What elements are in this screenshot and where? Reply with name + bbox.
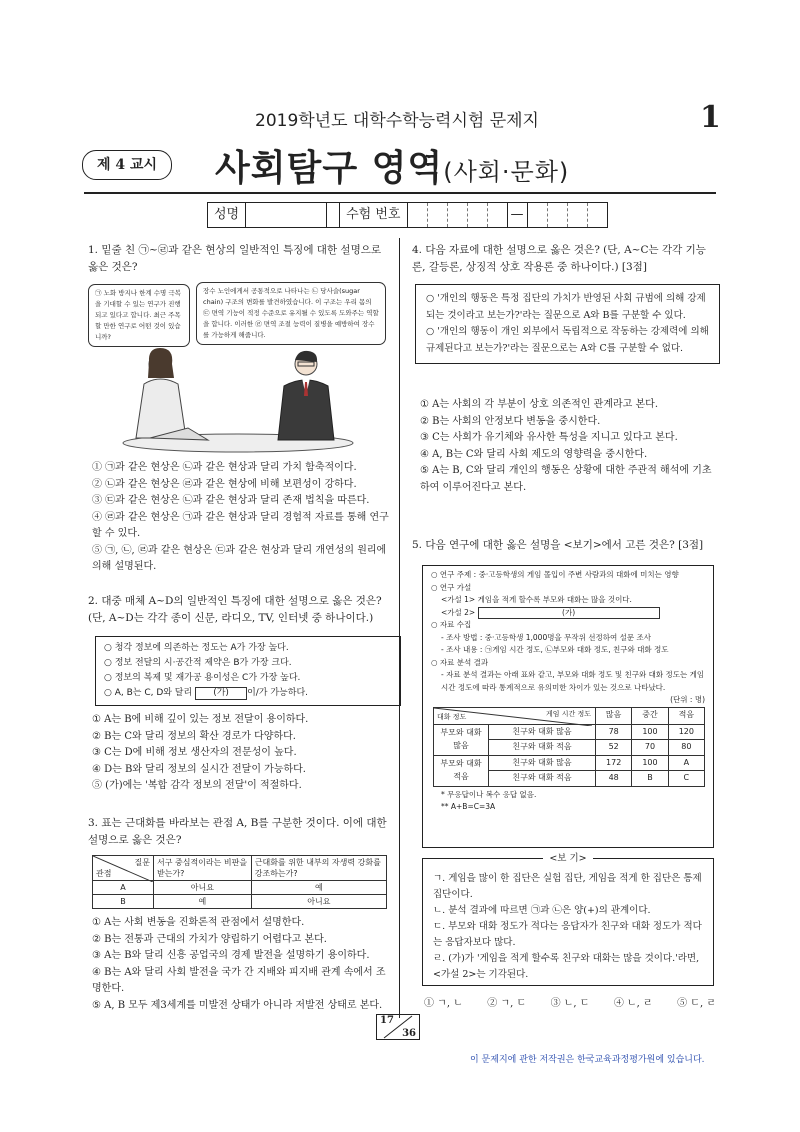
q5-corner-top: 게임 시간 정도 (545, 709, 591, 718)
q5-cell: 100 (632, 755, 668, 771)
q2-option[interactable]: ⑤ (가)에는 '복합 감각 정보의 전달'이 적절하다. (92, 780, 302, 791)
q2-box-line (104, 686, 392, 701)
q5-cell: 70 (632, 740, 668, 756)
copyright-notice: 이 문제지에 관한 저작권은 한국교육과정평가원에 있습니다. (470, 1055, 705, 1065)
q2-stem: 2. 대중 매체 A~D의 일반적인 특징에 대한 설명으로 옳은 것은? (단, A~D는 각각 종이 신문, 라디오, TV, 인터넷 중 하나이다.) (88, 595, 382, 624)
q5-cell: 78 (596, 724, 632, 740)
q4-option[interactable]: ① A는 사회의 각 부분이 상호 의존적인 관계라고 본다. (420, 399, 658, 410)
q2-blank: (가) (195, 687, 247, 700)
q5-table (433, 707, 705, 787)
q1-bubble-left: ㉠ 노화 방지나 한계 수명 극복을 기대할 수 있는 연구가 진행되고 있다고 합니다. 최근 주목할 만한 연구로 어떤 것이 있습니까? (88, 284, 190, 347)
q5-col: 많음 (596, 707, 632, 724)
q2-option[interactable]: ② B는 C와 달리 정보의 확산 경로가 다양하다. (92, 730, 296, 742)
footer-page-number (376, 1014, 420, 1040)
q3-cell: 아니요 (251, 895, 386, 909)
id-dash: — (508, 203, 528, 227)
q5-col: 중간 (632, 707, 668, 724)
q2-box-line: ○ 청각 정보에 의존하는 정도는 A가 가장 높다. (104, 643, 289, 653)
q5-cell: 48 (596, 771, 632, 787)
id-cell[interactable] (528, 203, 548, 227)
q5-cell: A (668, 755, 704, 771)
header-rule (84, 192, 716, 194)
name-field[interactable] (246, 203, 327, 227)
q4-stem: 4. 다음 자료에 대한 설명으로 옳은 것은? (단, A~C는 각각 기능론, 갈등론, 상징적 상호 작용론 중 하나이다.) [3점] (412, 244, 706, 273)
q5-bogi-box (422, 853, 714, 986)
q3-row-label: A (93, 881, 154, 895)
q5-answer[interactable]: ③ ㄴ, ㄷ (550, 998, 590, 1009)
q1-option[interactable]: ④ ㉣과 같은 현상은 ㉠과 같은 현상과 달리 경험적 자료를 통해 연구할 수 있다. (92, 511, 389, 539)
q1-options (92, 460, 390, 576)
q4-option[interactable]: ④ A, B는 C와 달리 사회 제도의 영향력을 중시한다. (420, 448, 648, 460)
q5-collect2: - 조사 내용 : ㉠게임 시간 정도, ㉡부모와 대화 정도, 친구와 대화 정도 (441, 645, 669, 654)
q5-row-label: 친구와 대화 많음 (489, 724, 596, 740)
id-row (207, 202, 608, 228)
q4-box-line: ○ '개인의 행동이 개인 외부에서 독립적으로 작동하는 강제력에 의해 규제된다고 보는가?'라는 질문으로는 A와 C를 구분할 수 없다. (426, 326, 709, 354)
q5-cell: 80 (668, 740, 704, 756)
q5-answer[interactable]: ① ㄱ, ㄴ (424, 998, 463, 1009)
q5-collect-title: ○ 자료 수집 (431, 620, 472, 629)
q5-answers (424, 996, 716, 1013)
period-badge: 제 4 교시 (82, 150, 172, 180)
q1-people-illustration (88, 278, 388, 453)
q1-illustration (88, 278, 388, 453)
q5-cell: B (632, 771, 668, 787)
q5-hyp2: <가설 2> (441, 607, 476, 617)
q4-box-line: ○ '개인의 행동은 특정 집단의 가치가 반영된 사회 규범에 의해 강제되는 것이라고 보는가?'라는 질문으로 A와 B를 구분할 수 있다. (426, 293, 706, 321)
footer-page-current: 17 (380, 1015, 394, 1026)
q3-cell: 예 (154, 895, 252, 909)
q2-box (95, 636, 401, 706)
q5-cell: 52 (596, 740, 632, 756)
q3-col2: 근대화를 위한 내부의 자생력 강화를 강조하는가? (251, 856, 386, 881)
q5-box (422, 565, 714, 848)
q2-box-text: ○ A, B는 C, D와 달리 (104, 688, 193, 698)
q2-options (92, 712, 390, 795)
q3-options (92, 915, 390, 1014)
q5-cell: 120 (668, 724, 704, 740)
q5-result-text: - 자료 분석 결과는 아래 표와 같고, 부모와 대화 정도 및 친구와 대화 정도는 게임 시간 정도에 따라 통계적으로 유의미한 차이가 있는 것으로 나타났다. (441, 670, 705, 692)
id-label: 수험 번호 (340, 203, 407, 227)
q5-bogi-item: ㄱ. 게임을 많이 한 집단은 실험 집단, 게임을 적게 한 집단은 통제 집단이다. (433, 873, 702, 900)
q3-corner-bottom: 관점 (96, 869, 112, 878)
q5-topic: ○ 연구 주제 : 중·고등학생의 게임 몰입이 주변 사람과의 대화에 미치는 영향 (431, 570, 679, 579)
q5-result-title: ○ 자료 분석 결과 (431, 657, 489, 667)
column-divider (399, 238, 400, 1018)
q5-note2: ** A+B=C=3A (441, 802, 496, 811)
q5-row-label: 친구와 대화 적음 (489, 740, 596, 756)
id-cell[interactable] (548, 203, 568, 227)
q5-answer[interactable]: ⑤ ㄷ, ㄹ (677, 998, 716, 1009)
q5-corner (434, 707, 596, 724)
q5-hyp2-line (431, 607, 705, 620)
q4-option[interactable]: ② B는 사회의 안정보다 변동을 중시한다. (420, 415, 601, 427)
q5-corner-bottom: 대화 정도 (437, 713, 467, 721)
q3-corner-top: 질문 (134, 858, 150, 867)
exam-title: 2019학년도 대학수학능력시험 문제지 (255, 111, 539, 131)
q3-row-label: B (93, 895, 154, 909)
q5-group-label: 부모와 대화 적음 (434, 755, 489, 786)
q5-group-label: 부모와 대화 많음 (434, 724, 489, 755)
q1-bubble-right: 장수 노인에게서 공통적으로 나타나는 ㉡ 당사슬(sugar chain) 구조의 변화를 발견하였습니다. 이 구조는 우리 몸의 ㉢ 면역 기능이 적정 수준으로 유지될 수 있도록 도와주는 역할을 합니다. 이러한 ㉣ 면역 조절 능력이 질병을 예방하여 장수를 가능하게 해줍니다. (196, 282, 386, 345)
subject-title (215, 140, 569, 191)
q5-bogi-title: <보 기> (543, 853, 592, 864)
q4-option[interactable]: ⑤ A는 B, C와 달리 개인의 행동은 상황에 대한 주관적 해석에 기초하여 이루어진다고 본다. (420, 465, 712, 493)
q5-bogi-item: ㄴ. 분석 결과에 따르면 ㉠과 ㉡은 양(+)의 관계이다. (433, 905, 651, 916)
q3-option[interactable]: ⑤ A, B 모두 제3세계를 미발전 상태가 아니라 저발전 상태로 본다. (92, 999, 383, 1011)
q5-unit: (단위 : 명) (670, 695, 705, 704)
id-cell[interactable] (428, 203, 448, 227)
q5-row-label: 친구와 대화 많음 (489, 755, 596, 771)
q3-option[interactable]: ② B는 전통과 근대의 가치가 양립하기 어렵다고 본다. (92, 933, 327, 945)
footer-page-total: 36 (402, 1028, 416, 1039)
q5-cell: 172 (596, 755, 632, 771)
q5-col: 적음 (668, 707, 704, 724)
id-cell[interactable] (568, 203, 588, 227)
q5-hyp2-blank: (가) (478, 607, 660, 619)
id-gap (327, 203, 340, 227)
q5-answer[interactable]: ④ ㄴ, ㄹ (613, 998, 653, 1009)
id-cell[interactable] (468, 203, 488, 227)
id-cell[interactable] (408, 203, 428, 227)
q2-option[interactable]: ① A는 B에 비해 깊이 있는 정보 전달이 용이하다. (92, 714, 309, 725)
subject-sub: (사회·문화) (443, 158, 570, 186)
q3-col1: 서구 중심적이라는 비판을 받는가? (154, 856, 252, 881)
q4-options (420, 397, 716, 496)
q3-option[interactable]: ③ A는 B와 달리 신흥 공업국의 경제 발전을 설명하기 용이하다. (92, 950, 370, 961)
q2-box-line: ○ 정보의 복제 및 재가공 용이성은 C가 가장 높다. (104, 673, 301, 683)
q2-box-line: ○ 정보 전달의 시·공간적 제약은 B가 가장 크다. (104, 658, 292, 668)
q3-cell: 예 (251, 881, 386, 895)
q3-option[interactable]: ① A는 사회 변동을 진화론적 관점에서 설명한다. (92, 917, 305, 928)
q4-option[interactable]: ③ C는 사회가 유기체와 유사한 특성을 지니고 있다고 본다. (420, 432, 678, 443)
q1-option[interactable]: ② ㉡과 같은 현상은 ㉣과 같은 현상에 비해 보편성이 강하다. (92, 478, 357, 490)
q5-bogi-item: ㄷ. 부모와 대화 정도가 적다는 응답자가 친구와 대화 정도가 적다는 응답자보다 많다. (433, 921, 702, 948)
q2-box-tail: 이/가 가능하다. (247, 688, 308, 698)
q5-collect1: - 조사 방법 : 중·고등학생 1,000명을 무작위 선정하여 설문 조사 (441, 632, 651, 642)
q5-hyp-title: ○ 연구 가설 (431, 582, 472, 592)
q5-bogi-title-wrap (423, 851, 713, 867)
id-cell[interactable] (488, 203, 508, 227)
id-cell[interactable] (588, 203, 607, 227)
q2-option[interactable]: ③ C는 D에 비해 정보 생산자의 전문성이 높다. (92, 747, 297, 758)
q5-note1: * 무응답이나 복수 응답 없음. (441, 789, 537, 799)
page-number: 1 (700, 100, 721, 135)
q3-corner (93, 856, 154, 881)
q3-cell: 아니요 (154, 881, 252, 895)
q3-stem: 3. 표는 근대화를 바라보는 관점 A, B를 구분한 것이다. 이에 대한 설명으로 옳은 것은? (88, 817, 387, 846)
q5-row-label: 친구와 대화 적음 (489, 771, 596, 787)
q5-stem: 5. 다음 연구에 대한 옳은 설명을 <보기>에서 고른 것은? [3점] (412, 539, 704, 551)
q4-box (415, 284, 720, 364)
q5-answer[interactable]: ② ㄱ, ㄷ (487, 998, 527, 1009)
q1-option[interactable]: ① ㉠과 같은 현상은 ㉡과 같은 현상과 달리 가치 함축적이다. (92, 462, 357, 473)
q3-table (92, 855, 387, 909)
subject-main: 사회탐구 영역 (215, 148, 444, 189)
q2-option[interactable]: ④ D는 B와 달리 정보의 실시간 전달이 가능하다. (92, 763, 306, 775)
q5-cell: 100 (632, 724, 668, 740)
q5-bogi-item: ㄹ. (가)가 '게임을 적게 할수록 친구와 대화는 많을 것이다.'라면, <가설 2>는 기각된다. (433, 953, 700, 980)
q5-hyp1: <가설 1> 게임을 적게 할수록 부모와 대화는 많을 것이다. (441, 595, 632, 604)
q3-option[interactable]: ④ B는 A와 달리 사회 발전을 국가 간 지배와 피지배 관계 속에서 조명한다. (92, 966, 386, 994)
id-cell[interactable] (448, 203, 468, 227)
name-label: 성명 (208, 203, 246, 227)
q1-stem: 1. 밑줄 친 ㉠~㉣과 같은 현상의 일반적인 특징에 대한 설명으로 옳은 것은? (88, 244, 381, 273)
q1-option[interactable]: ③ ㉢과 같은 현상은 ㉡과 같은 현상과 달리 존재 법칙을 따른다. (92, 495, 370, 506)
q1-option[interactable]: ⑤ ㉠, ㉡, ㉣과 같은 현상은 ㉢과 같은 현상과 달리 개연성의 원리에 의해 설명된다. (92, 544, 387, 572)
q5-cell: C (668, 771, 704, 787)
